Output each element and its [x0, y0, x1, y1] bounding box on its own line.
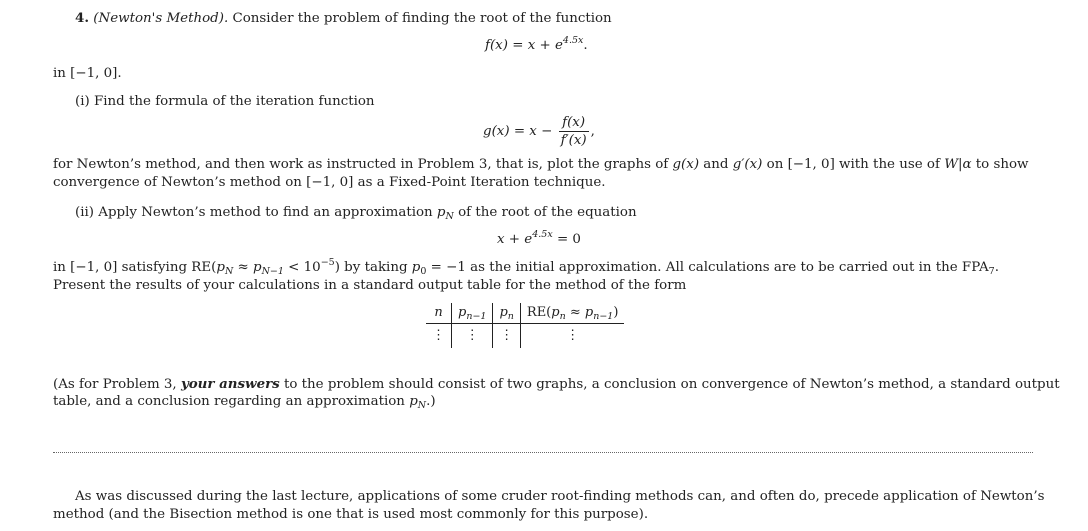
answers-note-line1: (As for Problem 3, your answers to the problem should consist of two graphs, a conclusion on convergence of Newton’s method, a standard output: [53, 376, 1060, 392]
answers-note-line2: table, and a conclusion regarding an approximation $p_N$.): [53, 394, 436, 411]
footer-line2: method (and the Bisection method is one that is used most commonly for this purpose).: [53, 507, 649, 522]
table-header-row: [426, 303, 624, 324]
part2-intro: (ii) Apply Newton’s method to find an approximation $p_N$ of the root of the equation: [75, 205, 637, 222]
problem-title: (Newton's Method).: [93, 11, 229, 26]
part1-intro: (i) Find the formula of the iteration function: [75, 94, 375, 109]
standard-output-table: [426, 303, 624, 348]
problem-number: 4.: [75, 10, 89, 26]
wolfram-alpha-label: W|α: [944, 157, 972, 172]
table-cell-dots: ⋮: [520, 324, 624, 349]
table-cell-dots: ⋮: [452, 324, 493, 349]
problem-heading: [75, 9, 612, 28]
header-p-n: $p_n$: [493, 303, 520, 324]
part1-text-line2: convergence of Newton’s method on [−1, 0] as a Fixed-Point Iteration technique.: [53, 175, 606, 190]
footer-line1: As was discussed during the last lecture, applications of some cruder root-finding methods can, and often do, precede application of Newton’s: [75, 489, 1045, 504]
header-n: n: [426, 303, 452, 324]
part2-text-line2: Present the results of your calculations in a standard output table for the method of the form: [53, 278, 687, 293]
root-equation: $x + e^{4.5x} = 0$: [497, 229, 581, 247]
table-cell-dots: ⋮: [493, 324, 520, 349]
table-row: [426, 324, 624, 349]
dotted-separator: [53, 452, 1033, 453]
function-equation: $f(x) = x + e^{4.5x}$.: [485, 35, 588, 53]
interval-text: in [−1, 0].: [53, 66, 122, 81]
problem-intro: Consider the problem of finding the root of the function: [232, 11, 612, 26]
table-cell-dots: ⋮: [432, 328, 445, 343]
part2-text-line1: in [−1, 0] satisfying $RE(p_N \approx p_{N-1} < 10^{-5})$ by taking $p_0 = -1$ as the initial approximation. All calculations are to be carried out in the $FPA_7$.: [53, 257, 999, 277]
iteration-function-formula: g(x) = x − $\frac{f(x)}{f'(x)}$ ,: [483, 115, 595, 148]
newton-fraction: $\frac{f(x)}{f'(x)}$: [560, 115, 587, 148]
part1-text-line1: for Newton’s method, and then work as instructed in Problem 3, that is, plot the graphs of g(x) and g′(x) on [−1, 0] with the use of W|α to show: [53, 157, 1029, 172]
header-p-n-minus-1: $p_{n-1}$: [452, 303, 493, 324]
header-relative-error: $RE(p_n \approx p_{n-1})$: [520, 303, 624, 324]
